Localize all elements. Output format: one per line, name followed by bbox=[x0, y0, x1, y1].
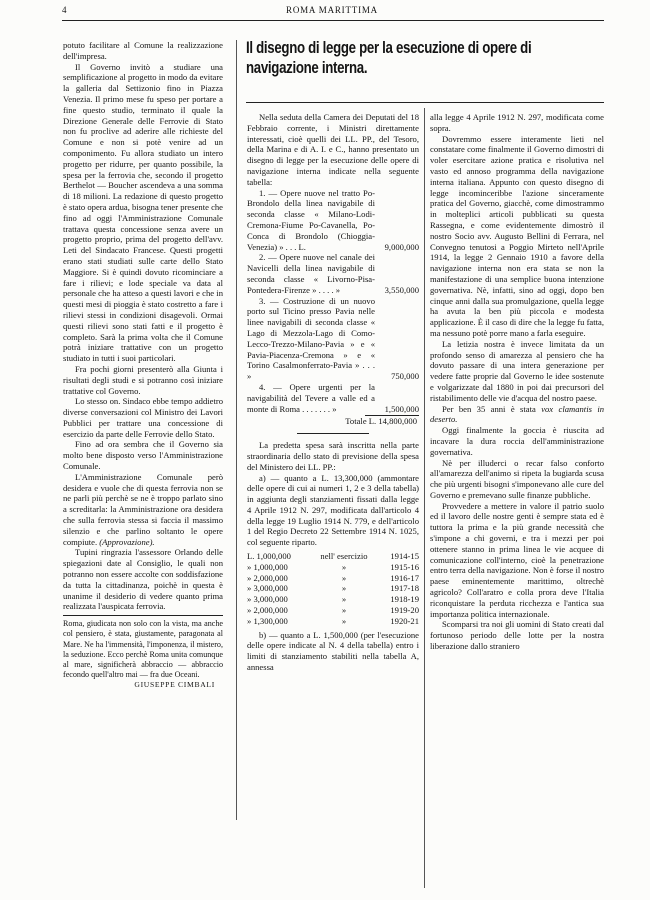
column-divider bbox=[424, 108, 425, 888]
article-title bbox=[246, 38, 606, 100]
works-total: Totale L. 14,800,000 bbox=[345, 416, 417, 427]
paragraph: La letizia nostra è invece limitata da un profondo senso di amarezza al pensiero che ha dovuto passare di una intera generazione per vedere fatte proprie dal Governo le idee sostenute e volgarizzate dal 1880 in poi dai precursori del ristabilimento delle vie d'acqua del nostro paese. bbox=[430, 338, 604, 403]
latin-phrase: vox clamantis in deserto. bbox=[430, 403, 605, 425]
works-item-text: 2. — Opere nuove nel canale dei Navicelli della linea navigabile di seconda classe « Livorno-Pisa-Pontedera-Firenze » . . . . » bbox=[247, 252, 375, 295]
column-middle bbox=[247, 112, 419, 673]
works-item bbox=[247, 252, 419, 295]
approval-note: (Approvazione). bbox=[99, 536, 155, 547]
schedule-row bbox=[247, 583, 419, 594]
schedule-row bbox=[247, 605, 419, 616]
schedule-amount: » 2,000,000 bbox=[247, 605, 288, 616]
paragraph: alla legge 4 Aprile 1912 N. 297, modificata come sopra. bbox=[430, 112, 604, 133]
section-divider bbox=[297, 433, 369, 434]
schedule-amount: » 2,000,000 bbox=[247, 572, 288, 583]
paragraph: Nella seduta della Camera dei Deputati del 18 Febbraio corrente, i Ministri direttamente interessati, cioè quelli dei LL. PP., del Tesoro, della Marina e di A. I. e C., hanno presentato un disegno di legge per la esecuzione delle opere di navigazione interna indicate nella seguente tabella: bbox=[247, 112, 419, 187]
paragraph bbox=[430, 404, 604, 426]
schedule-row bbox=[247, 616, 419, 627]
paragraph-text: Per ben 35 anni è stata bbox=[442, 403, 536, 414]
paragraph: Dovremmo essere interamente lieti nel constatare come finalmente il Governo dimostri di voler esercitare azione pratica e risolutiva nel vasto ed annoso programma della navigazione interna italiana. Appunto con questo disegno di legge incominceribbe l'azione sinceramente pratica del Governo, giacchè, come dimostrammo in molteplici articoli pubblicati su questa Rassegna, e come evidentemente dimostrò il nostro Socio avv. Augusto Bellini di Ferrara, nel Convegno tenutosi a Poggio Mirteto nell'Aprile 1914, la legge 2 Gennaio 1910 a favore della navigazione interna non era stata se non la manifestazione di una semplice buona intenzione governativa. Nè, infatti, sino ad oggi, dopo ben cinque anni dalla sua promulgazione, quella legge ha avuta la ben più piccola e modesta applicazione. È il caso di dire che la legge fu fatta, ma nessuno potè porre mano a farla eseguire. bbox=[430, 133, 604, 338]
schedule-note: nell' esercizio bbox=[320, 551, 368, 562]
works-item-amount: 750,000 bbox=[391, 371, 419, 382]
paragraph bbox=[63, 472, 223, 548]
schedule-amount: » 3,000,000 bbox=[247, 594, 288, 605]
works-item bbox=[247, 382, 419, 414]
paragraph: Fino ad ora sembra che il Governo sia molto bene disposto verso l'Amministrazione Comunale. bbox=[63, 439, 223, 472]
journal-title: ROMA MARITTIMA bbox=[286, 5, 378, 15]
paragraph: Oggi finalmente la goccia è riuscita ad incavare la dura roccia dell'amministrazione governativa. bbox=[430, 425, 604, 457]
schedule-amount: » 3,000,000 bbox=[247, 583, 288, 594]
schedule-note: » bbox=[341, 583, 347, 594]
article-title-text: Il disegno di legge per la esecuzione di opere di navigazione interna. bbox=[246, 38, 532, 77]
paragraph: La predetta spesa sarà inscritta nella parte straordinaria dello stato di previsione della spesa del Ministero dei LL. PP.: bbox=[247, 440, 419, 472]
title-rule bbox=[246, 102, 604, 103]
schedule-row bbox=[247, 573, 419, 584]
paragraph: potuto facilitare al Comune la realizzazione dell'impresa. bbox=[63, 40, 223, 61]
schedule-row bbox=[247, 551, 419, 562]
schedule-note: » bbox=[341, 572, 347, 583]
schedule-year: 1914-15 bbox=[390, 551, 419, 562]
header-rule bbox=[62, 20, 604, 21]
funding-schedule bbox=[247, 551, 419, 627]
quote-divider bbox=[63, 615, 223, 616]
schedule-note: » bbox=[341, 615, 347, 626]
total-rule bbox=[365, 415, 419, 416]
schedule-year: 1916-17 bbox=[390, 572, 419, 583]
paragraph: Nè per illuderci o recar falso conforto all'amarezza dell'animo si ripeta la bugiarda scusa che più urgenti bisogni s'imponevano alle cure del Governo e premevano sulle finanze pubbliche. bbox=[430, 457, 604, 500]
works-item-text: 3. — Costruzione di un nuovo porto sul Ticino presso Pavia nelle linee navigabili di seconda classe « Lago di Mezzola-Lago di Como-Lecco-Trezzo-Milano-Pavia » e « Pavia-Piacenza-Cremona » e « Torino Casalmonferrato-Pavia » . . . » bbox=[247, 295, 375, 382]
quote-signature: GIUSEPPE CIMBALI bbox=[134, 680, 215, 690]
works-item-amount: 1,500,000 bbox=[384, 403, 419, 414]
page-number: 4 bbox=[62, 5, 67, 15]
schedule-year: 1919-20 bbox=[390, 605, 419, 616]
schedule-year: 1917-18 bbox=[390, 583, 419, 594]
works-item bbox=[247, 188, 419, 253]
schedule-year: 1915-16 bbox=[390, 561, 419, 572]
schedule-note: » bbox=[341, 594, 347, 605]
paragraph: b) — quanto a L. 1,500,000 (per l'esecuzione delle opere indicate al N. 4 della tabella) entro i limiti di stanziamento stabiliti nella tabella A, annessa bbox=[247, 629, 419, 673]
page-header bbox=[62, 5, 602, 17]
paragraph: Provvedere a mettere in valore il patrio suolo ed il lavoro delle nostre genti è sempre stata ed è tuttora la prima e la più grande necessità che s'impone a chi governi, e tra i mezzi per poi ottenere stanno in prima linea le vie acquee di comunicazione coll'interno, cioè la penetrazione entro terra della navigazione. Non è forse il nostro paese eminentemente marittimo, oltrechè agricolo? Coll'aratro e colla prora deve l'Italia riconquistare la perduta ricchezza e l'antica sua importanza politica internazionale. bbox=[430, 500, 604, 619]
paragraph: Lo stesso on. Sindaco ebbe tempo addietro diverse conversazioni col Ministro dei Lavori Pubblici per trattare una concessione di esercizio da parte delle Ferrovie dello Stato. bbox=[63, 396, 223, 439]
schedule-amount: » 1,300,000 bbox=[247, 615, 288, 626]
schedule-row bbox=[247, 594, 419, 605]
schedule-amount: » 1,000,000 bbox=[247, 561, 288, 572]
paragraph: a) — quanto a L. 13,300,000 (ammontare delle opere di cui ai numeri 1, 2 e 3 della tabella) in aggiunta degli stanziamenti fissati dalla legge 4 Aprile 1912 N. 297, modificata dall'articolo 4 della legge 19 Luglio 1914 N. 779, e dell'articolo 1 del Regio Decreto 22 Settembre 1914 N. 1025, col seguente riparto. bbox=[247, 472, 419, 548]
paragraph: Tupini ringrazia l'assessore Orlando delle spiegazioni date al Consiglio, le quali non potranno non essere accolte con soddisfazione da tutta la cittadinanza, poichè in questa è unanime il desiderio di vedere quanto prima realizzata l'auspicata ferrovia. bbox=[63, 547, 223, 612]
schedule-row bbox=[247, 562, 419, 573]
paragraph-text: L'Amministrazione Comunale però desidera e vuole che di questa ferrovia non se ne parli più perchè se ne è troppo parlato sino a screditarla: la Amministrazione ora desidera che sulla ferrovia stessa si faccia il massimo silenzio e che parlino soltanto le opere compiute. bbox=[63, 471, 223, 547]
works-item-amount: 3,550,000 bbox=[384, 284, 419, 295]
paragraph: Fra pochi giorni presenterò alla Giunta i risultati degli studi e si potranno così iniziare trattative col Governo. bbox=[63, 363, 223, 396]
column-left bbox=[63, 40, 223, 691]
works-item-amount: 9,000,000 bbox=[384, 241, 419, 252]
paragraph: Il Governo invitò a studiare una semplificazione al progetto in modo da evitare la galleria dal Settizonio fino in Piazza Venezia. Il primo mese fu speso per portare a fine questo studio, terminato il quale la Direzione Generale delle Ferrovie di Stato non fu proclive ad aderire alle richieste del Comune e non si potè venire ad un componimento. Fu allora studiato un intero progetto per ridurre, per quanto possibile, la spesa per la ferrovia che, secondo il progetto Berthelot — Boucher ascendeva a una somma di 18 milioni. La redazione di questo progetto è stato opera ardua, bisogna tener presente che fino ad oggi l'Amministrazione Comunale trattava questa concessione senza avere un progetto proprio, prima del progetto dell'avv. Leti del Sindacato Francese. Questi progetti erano stati studiati sulle carte dello Stato Maggiore. Si è quindi dovuto ricominciare a fare i rilievi; e lode speciale va data al personale che ha atteso a questi lavori e che in questi mesi di pioggia è stato costretto a fare i rilievi stessi in condizioni disagevoli. Ormai questi rilievi sono stati fatti e il progetto è completo. Sarà la prima volta che il Comune potrà iniziare trattative con un progetto studiato in tutti i suoi particolari. bbox=[63, 61, 223, 364]
column-divider bbox=[236, 40, 237, 820]
works-item-text: 1. — Opere nuove nel tratto Po-Brondolo della linea navigabile di seconda classe « Milano-Lodi-Cremona-Fiume Po-Cavanella, Po-Conca di Brondolo (Chioggia-Venezia) » . . . L. bbox=[247, 187, 375, 252]
epigraph-quote: Roma, giudicata non solo con la vista, ma anche col pensiero, è stata, giustamente, paragonata al Mare. Ne ha l'immensità, l'imponenza, il mistero, la seduzione. Ecco perchè Roma unita comunque al mare, significherà abbraccio — abbraccio fecondo quell'altro mai — fra due Oceani. bbox=[63, 619, 223, 680]
schedule-note: » bbox=[341, 561, 347, 572]
schedule-amount: L. 1,000,000 bbox=[247, 551, 291, 562]
schedule-note: » bbox=[341, 605, 347, 616]
schedule-year: 1920-21 bbox=[390, 615, 419, 626]
works-item-text: 4. — Opere urgenti per la navigabilità del Tevere a valle ed a monte di Roma . . . . . . . » bbox=[247, 381, 375, 414]
paragraph: Scomparsi tra noi gli uomini di Stato creati dal fortunoso periodo delle lotte per la nostra liberazione dallo straniero bbox=[430, 619, 604, 652]
schedule-year: 1918-19 bbox=[390, 594, 419, 605]
works-item bbox=[247, 296, 419, 382]
column-right bbox=[430, 112, 604, 652]
